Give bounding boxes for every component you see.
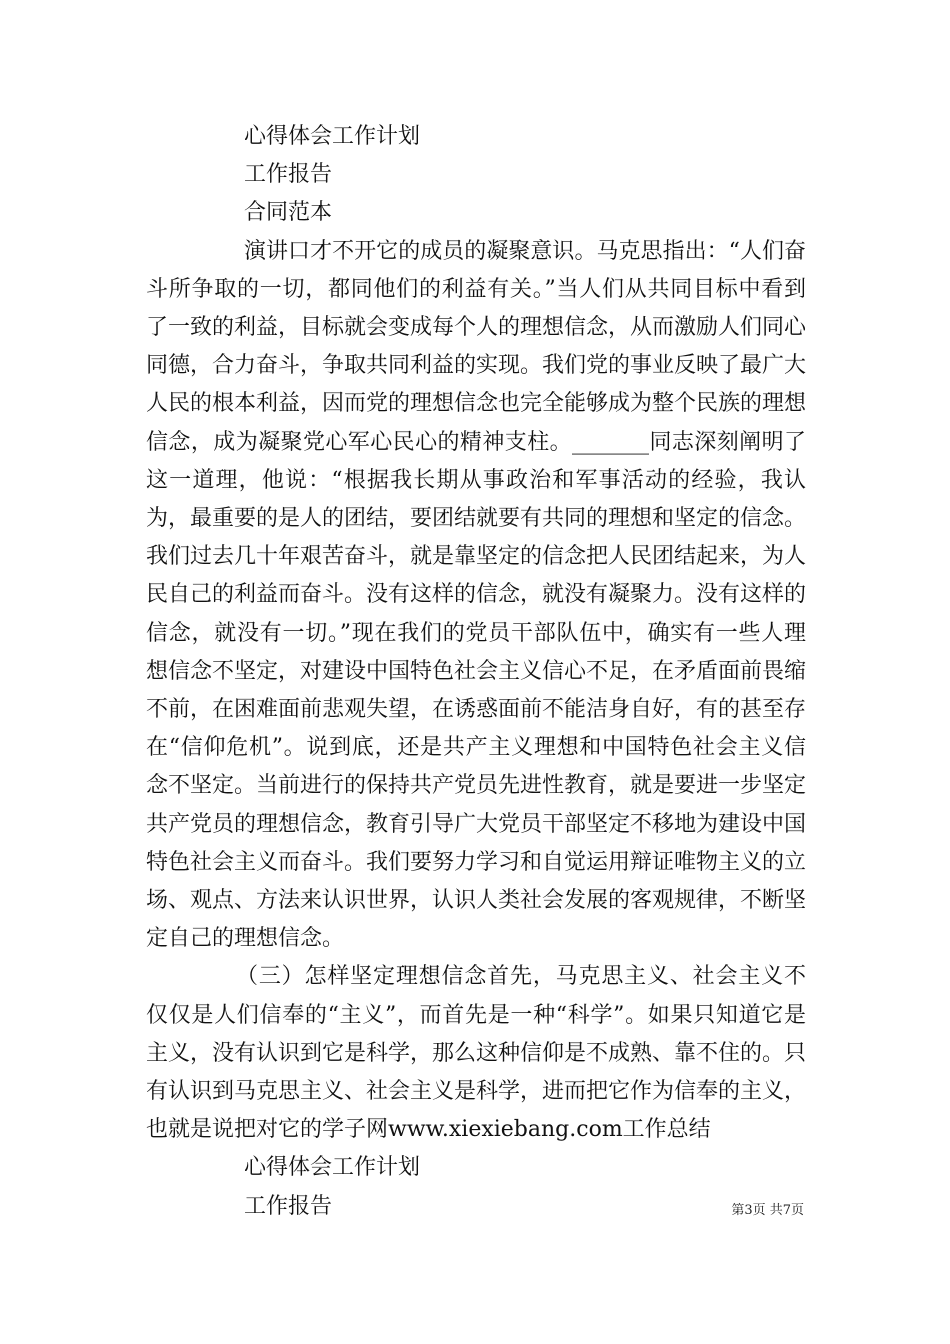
header-link-work-report: 工作报告 (244, 162, 333, 188)
body-paragraph-2: （三）怎样坚定理想信念首先，马克思主义、社会主义不仅仅是人们信奉的“主义”，而首先是一种“科学”。如果只知道它是主义，没有认识到它是科学，那么这种信仰是不成熟、靠不住的。只有认识到马克思主义、社会主义是科学，进而把它作为信奉的主义，也就是说把对它的学子网www.xiexiebang.com工作总结 (146, 964, 807, 1143)
document-body (146, 118, 806, 1226)
page-number: 第3页 共7页 (731, 1203, 804, 1218)
body-paragraph-1: 演讲口才不开它的成员的凝聚意识。马克思指出：“人们奋斗所争取的一切，都同他们的利益有关。”当人们从共同目标中看到了一致的利益，目标就会变成每个人的理想信念，从而激励人们同心同德，合力奋斗，争取共同利益的实现。我们党的事业反映了最广大人民的根本利益，因而党的理想信念也完全能够成为整个民族的理想信念，成为凝聚党心军心民心的精神支柱。_______同志深刻阐明了这一道理，他说：“根据我长期从事政治和军事活动的经验，我认为，最重要的是人的团结，要团结就要有共同的理想和坚定的信念。我们过去几十年艰苦奋斗，就是靠坚定的信念把人民团结起来，为人民自己的利益而奋斗。没有这样的信念，就没有凝聚力。没有这样的信念，就没有一切。”现在我们的党员干部队伍中，确实有一些人理想信念不坚定，对建设中国特色社会主义信心不足，在矛盾面前畏缩不前，在困难面前悲观失望，在诱惑面前不能洁身自好，有的甚至存在“信仰危机”。说到底，还是共产主义理想和中国特色社会主义信念不坚定。当前进行的保持共产党员先进性教育，就是要进一步坚定共产党员的理想信念，教育引导广大党员干部坚定不移地为建设中国特色社会主义而奋斗。我们要努力学习和自觉运用辩证唯物主义的立场、观点、方法来认识世界，认识人类社会发展的客观规律，不断坚定自己的理想信念。 (146, 238, 807, 952)
footer-link-experience-plan: 心得体会工作计划 (244, 1155, 421, 1181)
header-link-experience-plan: 心得体会工作计划 (244, 124, 421, 149)
header-link-contract-template: 合同范本 (244, 200, 333, 226)
footer-link-work-report: 工作报告 (244, 1193, 333, 1219)
